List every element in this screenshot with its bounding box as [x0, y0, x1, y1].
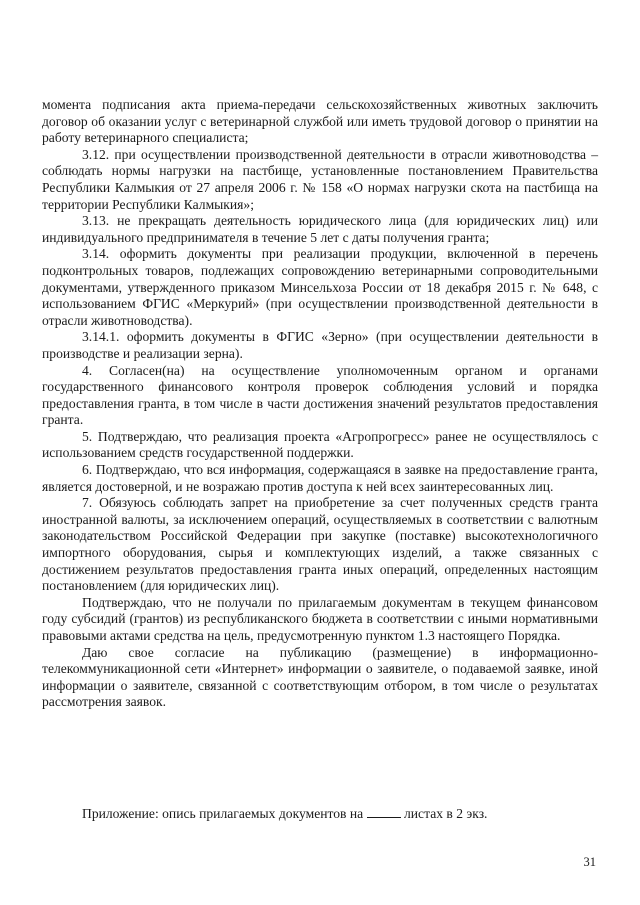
paragraph: 7. Обязуюсь соблюдать запрет на приобретение за счет полученных средств гранта иностранной валюты, за исключением операций, осуществляемых в соответствии с валютным законодательством Российской Федерации при закупке (поставке) высокотехнологичного импортного оборудования, сырья и комплектующих изделий, а также связанных с достижением результатов предоставления гранта иных операций, определенных настоящим постановлением (для юридических лиц). — [42, 495, 598, 594]
paragraph: 3.14. оформить документы при реализации продукции, включенной в перечень подконтрольных товаров, подлежащих сопровождению ветеринарными сопроводительными документами, утвержденного приказом Минсельхоза России от 18 декабря 2015 г. № 648, с использованием ФГИС «Меркурий» (при осуществлении производственной деятельности в отрасли животноводства). — [42, 246, 598, 328]
paragraph: Подтверждаю, что не получали по прилагаемым документам в текущем финансовом году субсидий (грантов) из республиканского бюджета в соответствии с иными нормативными правовыми актами средства на цель, предусмотренную пунктом 1.3 настоящего Порядка. — [42, 594, 598, 643]
paragraph: 3.13. не прекращать деятельность юридического лица (для юридических лиц) или индивидуального предпринимателя в течение 5 лет с даты получения гранта; — [42, 213, 598, 245]
appendix-text-start: Приложение: опись прилагаемых документов на — [82, 806, 367, 821]
appendix-text-end: листах в 2 экз. — [400, 806, 488, 821]
document-body — [42, 97, 598, 711]
paragraph: 5. Подтверждаю, что реализация проекта «Агропрогресс» ранее не осуществлялось с использованием средств государственной поддержки. — [42, 428, 598, 461]
paragraph: 3.14.1. оформить документы в ФГИС «Зерно» (при осуществлении деятельности в производстве и реализации зерна). — [42, 329, 598, 361]
appendix-blank — [367, 805, 401, 818]
paragraph: 6. Подтверждаю, что вся информация, содержащаяся в заявке на предоставление гранта, является достоверной, и не возражаю против доступа к ней всех заинтересованных лиц. — [42, 462, 598, 494]
paragraph: момента подписания акта приема-передачи сельскохозяйственных животных заключить договор об оказании услуг с ветеринарной службой или иметь трудовой договор о принятии на работу ветеринарного специалиста; — [42, 97, 598, 146]
appendix-line — [82, 805, 602, 823]
paragraph: 4. Согласен(на) на осуществление уполномоченным органом и органами государственного финансового контроля проверок соблюдения условий и порядка предоставления гранта, в том числе в части достижения значений результатов предоставления гранта. — [42, 362, 598, 428]
page-number: 31 — [583, 855, 596, 869]
paragraph: Даю свое согласие на публикацию (размещение) в информационно-телекоммуникационной сети «Интернет» информации о заявителе, о подаваемой заявке, иной информации о заявителе, связанной с соответствующим отбором, в том числе о результатах рассмотрения заявок. — [42, 644, 598, 710]
paragraph: 3.12. при осуществлении производственной деятельности в отрасли животноводства – соблюдать нормы нагрузки на пастбище, установленные постановлением Правительства Республики Калмыкия от 27 апреля 2006 г. № 158 «О нормах нагрузки скота на пастбища на территории Республики Калмыкия»; — [42, 146, 598, 212]
